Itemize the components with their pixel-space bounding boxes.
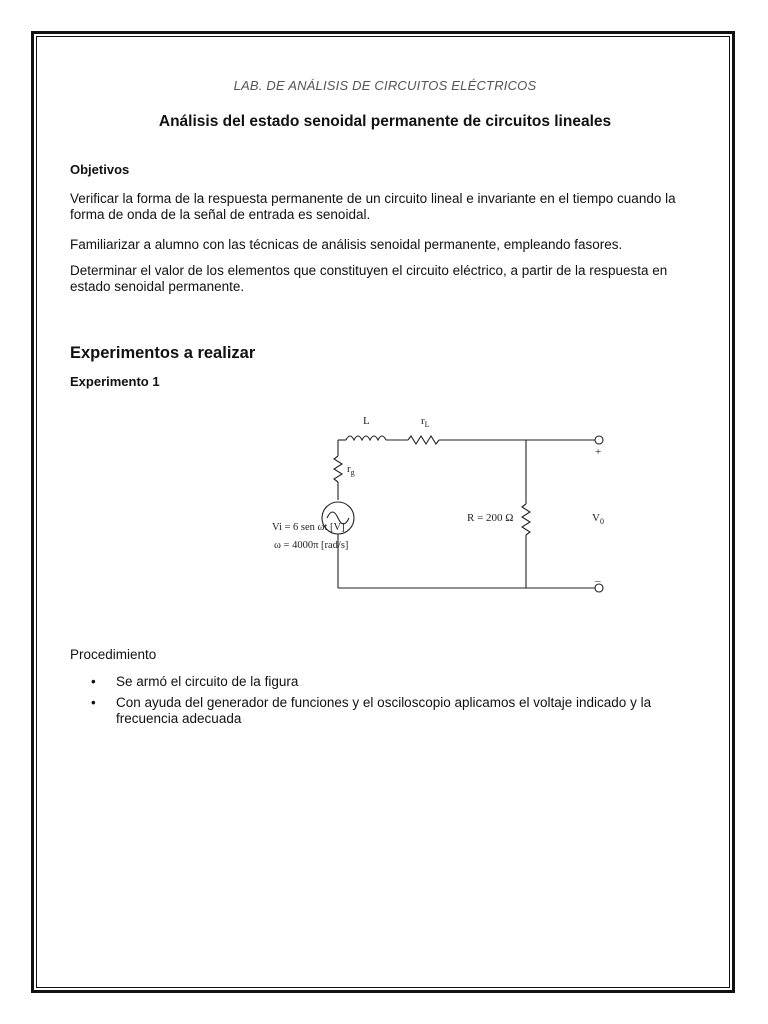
label-plus: +	[595, 446, 602, 458]
procedimiento-item-1: Se armó el circuito de la figura	[116, 674, 299, 689]
procedimiento-list	[70, 674, 700, 732]
objetivos-heading: Objetivos	[70, 162, 130, 177]
objetivo-2: Familiarizar a alumno con las técnicas de análisis senoidal permanente, empleando fasores.	[70, 237, 623, 252]
terminal-top	[595, 436, 603, 444]
resistor-R	[522, 504, 530, 535]
label-minus: –	[595, 575, 601, 587]
experimento-1-heading: Experimento 1	[70, 374, 160, 389]
list-item	[70, 674, 700, 691]
lab-header: LAB. DE ANÁLISIS DE CIRCUITOS ELÉCTRICOS	[233, 78, 537, 93]
bullet-icon: •	[91, 694, 96, 710]
label-vo: $V_0$	[592, 512, 604, 526]
procedimiento-item-2: Con ayuda del generador de funciones y el osciloscopio aplicamos el voltaje indicado y la frecuencia adecuada	[116, 694, 652, 726]
label-R: R = 200 Ω	[467, 512, 514, 524]
circuit-diagram	[270, 408, 630, 608]
objetivo-1: Verificar la forma de la respuesta permanente de un circuito lineal e invariante en el tiempo cuando la forma de onda de la señal de entrada es senoidal.	[70, 191, 676, 222]
resistor-rg	[334, 456, 342, 482]
objetivo-3: Determinar el valor de los elementos que constituyen el circuito eléctrico, a partir de la respuesta en estado senoidal permanente.	[70, 263, 668, 294]
label-vi: Vi = 6 sen ωt [V]	[272, 522, 345, 533]
procedimiento-heading: Procedimiento	[70, 647, 157, 662]
label-rg: $r_g$	[347, 463, 355, 477]
experimentos-heading: Experimentos a realizar	[70, 344, 256, 362]
list-item	[70, 695, 700, 728]
label-omega: ω = 4000π [rad/s]	[274, 540, 349, 551]
resistor-rL	[408, 436, 439, 444]
label-rL: $r_L$	[421, 415, 430, 429]
inductor-L	[346, 436, 386, 440]
bullet-icon: •	[91, 674, 96, 689]
document-title: Análisis del estado senoidal permanente de circuitos lineales	[158, 113, 612, 130]
label-L: L	[363, 415, 370, 427]
